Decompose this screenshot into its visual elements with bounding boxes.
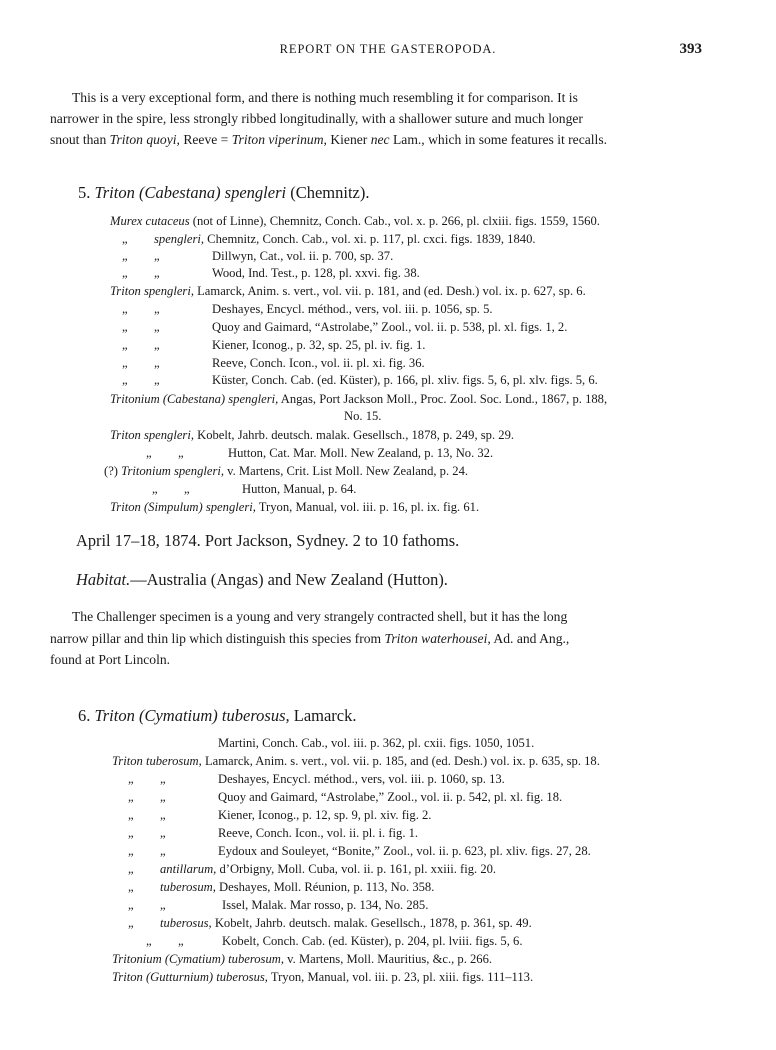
paragraph-line: found at Port Lincoln. (50, 652, 171, 667)
synonym-entry-continued: No. 15. (344, 409, 382, 423)
synonym-entry: (?) Tritonium spengleri, v. Martens, Crit. List Moll. New Zealand, p. 24. (104, 464, 469, 478)
synonym-entry: „ „ Quoy and Gaimard, “Astrolabe,” Zool., vol. ii. p. 542, pl. xl. fig. 18. (128, 790, 563, 804)
synonym-entry: Triton (Gutturnium) tuberosus, Tryon, Manual, vol. iii. p. 23, pl. xiii. figs. 111–113. (112, 970, 534, 984)
synonym-entry: „ „ Deshayes, Encycl. méthod., vers, vol. iii. p. 1056, sp. 5. (122, 302, 493, 316)
paragraph-line: The Challenger specimen is a young and very strangely contracted shell, but it has the long (72, 609, 568, 624)
page-header (0, 42, 776, 62)
synonym-entry: Triton tuberosum, Lamarck, Anim. s. vert., vol. vii. p. 185, and (ed. Desh.) vol. ix. p. 635, sp. 18. (112, 754, 600, 768)
running-title: REPORT ON THE GASTEROPODA. (279, 42, 497, 56)
paragraph-line: narrow pillar and thin lip which distinguish this species from Triton waterhousei, Ad. and Ang., (50, 631, 570, 646)
synonym-entry: „ „ Issel, Malak. Mar rosso, p. 134, No. 285. (128, 898, 429, 912)
synonym-entry: Tritonium (Cabestana) spengleri, Angas, Port Jackson Moll., Proc. Zool. Soc. Lond., 1867, p. 188, (110, 392, 608, 406)
synonym-entry: „ „ Dillwyn, Cat., vol. ii. p. 700, sp. 37. (122, 249, 394, 263)
synonym-entry: „ „ Kiener, Iconog., p. 32, sp. 25, pl. iv. fig. 1. (122, 338, 426, 352)
synonym-entry: „ „ Eydoux and Souleyet, “Bonite,” Zool., vol. ii. p. 623, pl. xliv. figs. 27, 28. (128, 844, 591, 858)
paragraph-line: narrower in the spire, less strongly ribbed longitudinally, with a shallower suture and much longer (50, 111, 583, 126)
synonym-entry: „ „ Kobelt, Conch. Cab. (ed. Küster), p. 204, pl. lviii. figs. 5, 6. (146, 934, 523, 948)
synonym-entry: Martini, Conch. Cab., vol. iii. p. 362, pl. cxii. figs. 1050, 1051. (218, 736, 535, 750)
habitat-note: Habitat.—Australia (Angas) and New Zealand (Hutton). (76, 570, 448, 589)
synonym-entry: „ tuberosum, Deshayes, Moll. Réunion, p. 113, No. 358. (128, 880, 435, 894)
synonym-entry: „ „ Reeve, Conch. Icon., vol. ii. pl. xi. fig. 36. (122, 356, 425, 370)
synonym-entry: Triton spengleri, Lamarck, Anim. s. vert., vol. vii. p. 181, and (ed. Desh.) vol. ix. p. 627, sp. 6. (110, 284, 586, 298)
synonym-entry: „ tuberosus, Kobelt, Jahrb. deutsch. malak. Gesellsch., 1878, p. 361, sp. 49. (128, 916, 532, 930)
synonym-entry: „ „ Deshayes, Encycl. méthod., vers, vol. iii. p. 1060, sp. 13. (128, 772, 505, 786)
species-heading: 5. Triton (Cabestana) spengleri (Chemnitz). (78, 183, 370, 202)
synonym-entry: „ „ Küster, Conch. Cab. (ed. Küster), p. 166, pl. xliv. figs. 5, 6, pl. xlv. figs. 5, 6. (122, 373, 598, 387)
synonym-entry: Murex cutaceus (not of Linne), Chemnitz, Conch. Cab., vol. x. p. 266, pl. clxiii. figs. 1559, 1560. (110, 214, 600, 228)
synonym-entry: Tritonium (Cymatium) tuberosum, v. Martens, Moll. Mauritius, &c., p. 266. (112, 952, 493, 966)
synonym-entry: Triton (Simpulum) spengleri, Tryon, Manual, vol. iii. p. 16, pl. ix. fig. 61. (110, 500, 480, 514)
synonym-entry: „ „ Hutton, Manual, p. 64. (152, 482, 357, 496)
synonym-entry: „ „ Wood, Ind. Test., p. 128, pl. xxvi. fig. 38. (122, 266, 420, 280)
synonym-entry: „ „ Hutton, Cat. Mar. Moll. New Zealand, p. 13, No. 32. (146, 446, 494, 460)
synonym-entry: „ „ Quoy and Gaimard, “Astrolabe,” Zool., vol. ii. p. 538, pl. xl. figs. 1, 2. (122, 320, 568, 334)
station-record: April 17–18, 1874. Port Jackson, Sydney. 2 to 10 fathoms. (76, 531, 460, 550)
synonym-entry: Triton spengleri, Kobelt, Jahrb. deutsch. malak. Gesellsch., 1878, p. 249, sp. 29. (110, 428, 515, 442)
synonym-entry: „ „ Reeve, Conch. Icon., vol. ii. pl. i. fig. 1. (128, 826, 419, 840)
synonym-entry: „ antillarum, d’Orbigny, Moll. Cuba, vol. ii. p. 161, pl. xxiii. fig. 20. (128, 862, 497, 876)
paragraph-line: This is a very exceptional form, and there is nothing much resembling it for comparison. It is (72, 90, 578, 105)
paragraph-line: snout than Triton quoyi, Reeve = Triton viperinum, Kiener nec Lam., which in some features it recalls. (50, 132, 608, 147)
synonym-entry: „ spengleri, Chemnitz, Conch. Cab., vol. xi. p. 117, pl. cxci. figs. 1839, 1840. (122, 232, 536, 246)
page-number: 393 (679, 41, 702, 57)
species-heading: 6. Triton (Cymatium) tuberosus, Lamarck. (78, 706, 357, 725)
synonym-entry: „ „ Kiener, Iconog., p. 12, sp. 9, pl. xiv. fig. 2. (128, 808, 432, 822)
